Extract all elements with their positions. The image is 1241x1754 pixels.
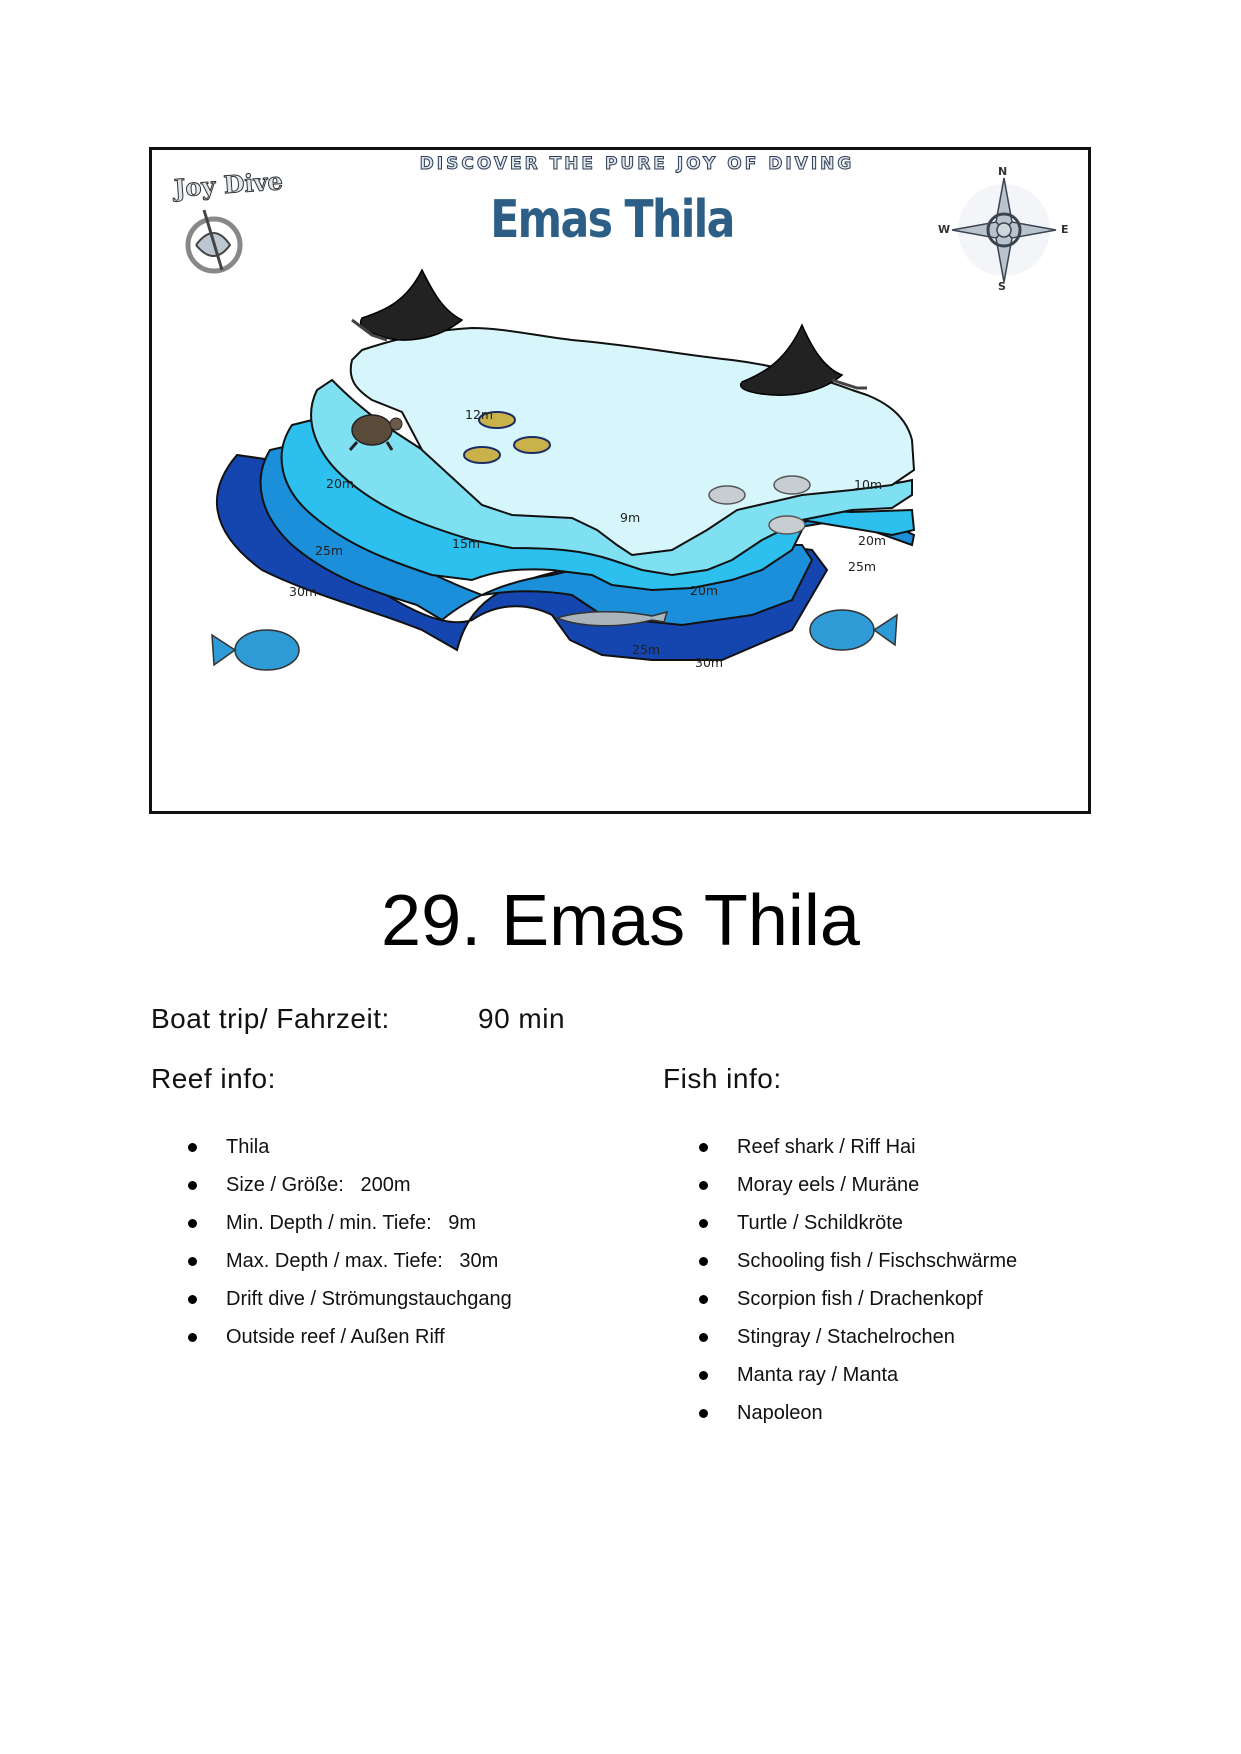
boat-trip-label: Boat trip/ Fahrzeit: xyxy=(151,1003,390,1034)
bullet-icon xyxy=(699,1295,708,1304)
bullet-icon xyxy=(188,1219,197,1228)
depth-label: 30m xyxy=(289,584,318,599)
manta-ray-icon xyxy=(741,325,867,395)
boat-trip-value: 90 min xyxy=(478,1003,566,1034)
dive-site-map xyxy=(149,147,1091,814)
napoleon-fish-icon xyxy=(212,630,299,670)
list-item: Size / Größe: 200m xyxy=(188,1173,512,1211)
list-item: Thila xyxy=(188,1135,512,1173)
manta-ray-icon xyxy=(352,270,462,340)
depth-label: 9m xyxy=(620,510,641,525)
depth-label: 25m xyxy=(848,559,877,574)
reef-info-heading: Reef info: xyxy=(151,1063,276,1094)
bullet-icon xyxy=(188,1181,197,1190)
bullet-icon xyxy=(699,1409,708,1418)
list-item: Napoleon xyxy=(699,1401,1017,1439)
list-item: Moray eels / Muräne xyxy=(699,1173,1017,1211)
list-item: Scorpion fish / Drachenkopf xyxy=(699,1287,1017,1325)
compass-north-label: N xyxy=(998,165,1008,178)
list-item: Stingray / Stachelrochen xyxy=(699,1325,1017,1363)
fish-info-list xyxy=(699,1135,1017,1439)
bullet-icon xyxy=(699,1143,708,1152)
list-item: Drift dive / Strömungstauchgang xyxy=(188,1287,512,1325)
list-item: Max. Depth / max. Tiefe: 30m xyxy=(188,1249,512,1287)
list-item: Turtle / Schildkröte xyxy=(699,1211,1017,1249)
depth-label: 20m xyxy=(690,583,719,598)
list-item: Manta ray / Manta xyxy=(699,1363,1017,1401)
depth-label: 25m xyxy=(632,642,661,657)
depth-label: 30m xyxy=(695,655,724,670)
joy-dive-logo-text: Joy Dive xyxy=(173,166,284,203)
reef-info-list xyxy=(188,1135,512,1363)
bullet-icon xyxy=(699,1219,708,1228)
fish-info-heading: Fish info: xyxy=(663,1063,782,1094)
list-item: Schooling fish / Fischschwärme xyxy=(699,1249,1017,1287)
compass-rose-icon xyxy=(952,178,1056,282)
napoleon-fish-icon xyxy=(810,610,897,650)
depth-label: 12m xyxy=(465,407,494,422)
list-item: Outside reef / Außen Riff xyxy=(188,1325,512,1363)
map-title: Emas Thila xyxy=(490,190,734,250)
compass-south-label: S xyxy=(998,280,1006,293)
depth-label: 20m xyxy=(858,533,887,548)
bullet-icon xyxy=(188,1295,197,1304)
map-banner: DISCOVER THE PURE JOY OF DIVING xyxy=(419,154,855,174)
compass-west-label: W xyxy=(938,223,951,236)
list-item: Reef shark / Riff Hai xyxy=(699,1135,1017,1173)
bullet-icon xyxy=(699,1257,708,1266)
depth-label: 15m xyxy=(452,536,481,551)
compass-east-label: E xyxy=(1061,223,1069,236)
page-title: 29. Emas Thila xyxy=(381,881,860,961)
depth-label: 20m xyxy=(326,476,355,491)
bullet-icon xyxy=(699,1371,708,1380)
bullet-icon xyxy=(699,1181,708,1190)
depth-label: 25m xyxy=(315,543,344,558)
bullet-icon xyxy=(699,1333,708,1342)
depth-label: 10m xyxy=(854,477,883,492)
bullet-icon xyxy=(188,1333,197,1342)
bullet-icon xyxy=(188,1143,197,1152)
joy-dive-logo-icon xyxy=(188,210,240,271)
bullet-icon xyxy=(188,1257,197,1266)
list-item: Min. Depth / min. Tiefe: 9m xyxy=(188,1211,512,1249)
